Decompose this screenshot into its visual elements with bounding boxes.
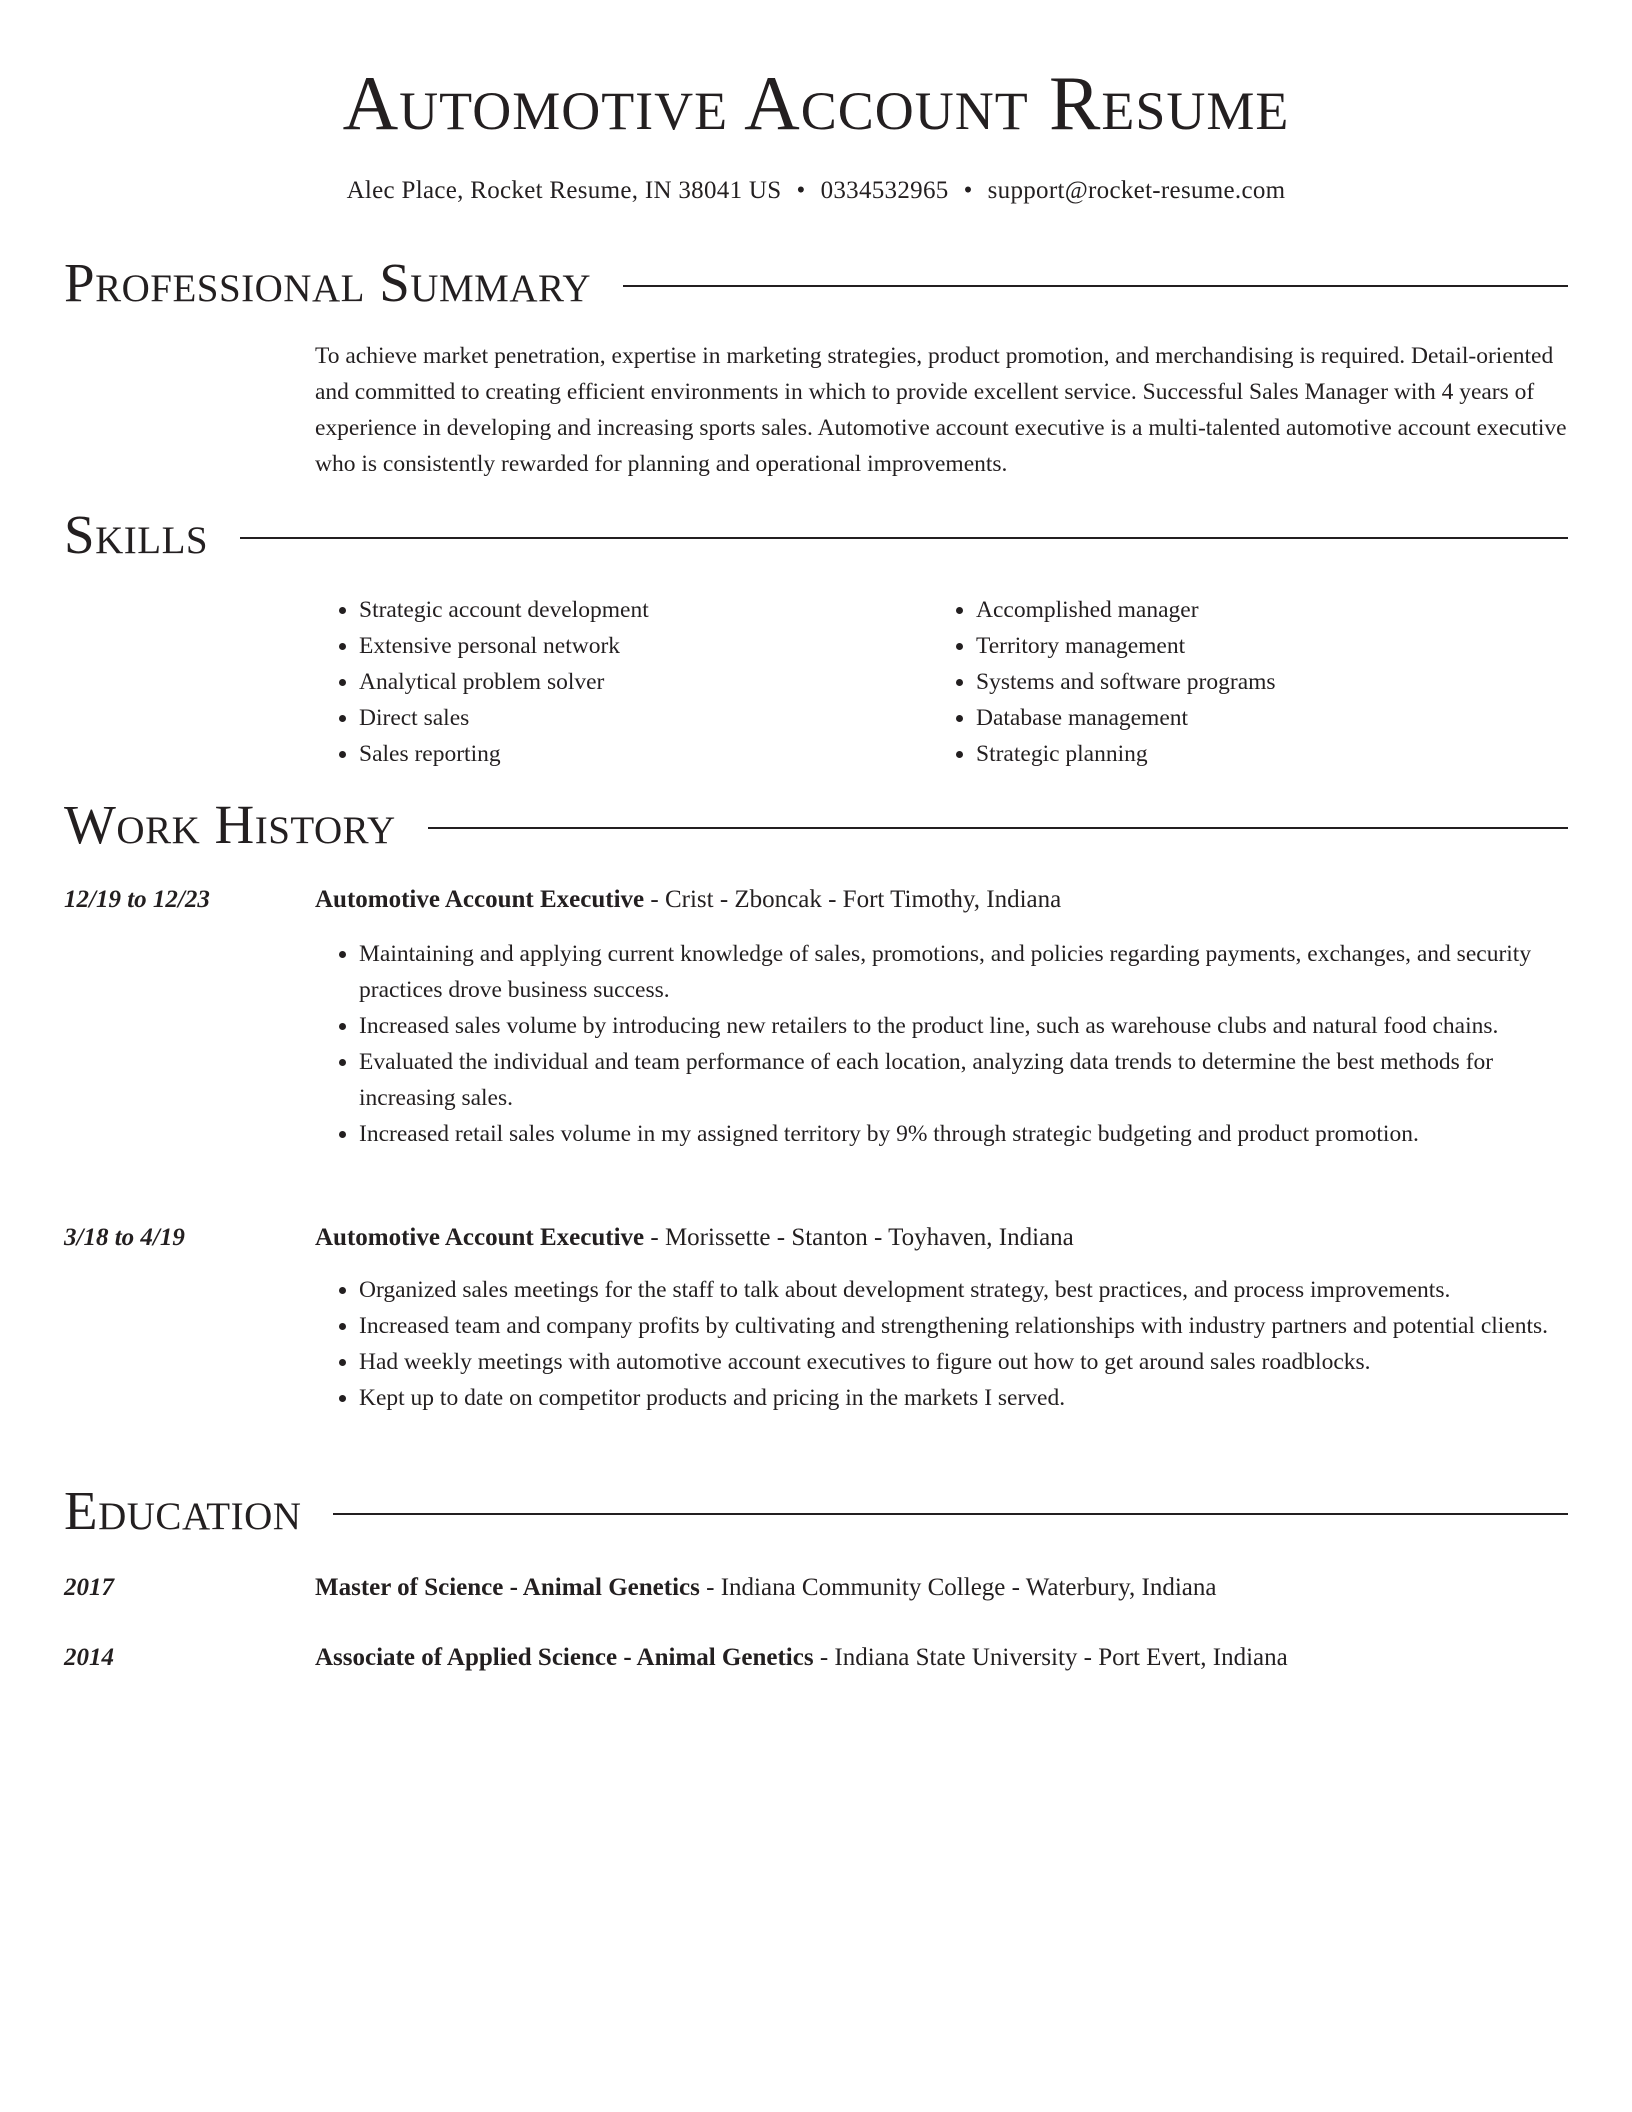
contact-line <box>0 174 1632 208</box>
education-year: 2017 <box>64 1574 114 1601</box>
job-bullet: • Increased sales volume by introducing new retailers to the product line, such as warehouse clubs and natural food chains. <box>359 1008 1568 1044</box>
job-heading <box>315 1220 1568 1256</box>
education-school: - Indiana Community College - Waterbury, Indiana <box>699 1574 1217 1601</box>
skill-item: • Database management <box>976 700 1532 736</box>
skill-item: • Territory management <box>976 628 1532 664</box>
contact-separator: • <box>796 177 806 204</box>
contact-phone: 0334532965 <box>820 177 949 204</box>
contact-email: support@rocket-resume.com <box>987 177 1286 204</box>
summary-heading: Professional Summary <box>64 252 592 313</box>
job-dates: 3/18 to 4/19 <box>64 1224 185 1251</box>
job-bullet: • Maintaining and applying current knowledge of sales, promotions, and policies regarding payments, exchanges, and security practices drove business success. <box>359 936 1568 1008</box>
skills-heading: Skills <box>64 504 209 565</box>
job-bullet: • Organized sales meetings for the staff to talk about development strategy, best practices, and process improvements. <box>359 1272 1568 1308</box>
skill-item: • Accomplished manager <box>976 592 1532 628</box>
education-entry <box>315 1570 1568 1606</box>
education-heading: Education <box>64 1480 302 1541</box>
section-divider <box>333 1513 1568 1515</box>
job-bullets <box>315 936 1568 1152</box>
section-divider <box>428 827 1568 829</box>
education-entry <box>315 1640 1568 1676</box>
job-bullet: • Had weekly meetings with automotive account executives to figure out how to get around sales roadblocks. <box>359 1344 1568 1380</box>
job-employer: - Morissette - Stanton - Toyhaven, Indiana <box>644 1224 1074 1251</box>
section-divider <box>623 285 1568 287</box>
section-divider <box>240 537 1568 539</box>
contact-address: Alec Place, Rocket Resume, IN 38041 US <box>346 177 782 204</box>
education-degree: Master of Science - Animal Genetics <box>315 1574 700 1601</box>
skills-column-left <box>315 592 915 772</box>
job-dates: 12/19 to 12/23 <box>64 886 210 913</box>
summary-text: To achieve market penetration, expertise in marketing strategies, product promotion, and merchandising is required. Detail-oriented and committed to creating efficient environments in which to provide excellent service. Successful Sales Manager with 4 years of experience in developing and increasing sports sales. Automotive account executive is a multi-talented automotive account executive who is consistently rewarded for planning and operational improvements. <box>315 343 1567 477</box>
skill-item: • Strategic account development <box>359 592 915 628</box>
education-school: - Indiana State University - Port Evert, Indiana <box>813 1644 1288 1671</box>
education-year: 2014 <box>64 1644 114 1671</box>
work-section-header <box>64 790 1568 860</box>
resume-title: Automotive Account Resume <box>342 60 1290 146</box>
job-title: Automotive Account Executive <box>315 1224 645 1251</box>
skill-item: • Sales reporting <box>359 736 915 772</box>
skills-column-right <box>932 592 1532 772</box>
contact-separator: • <box>963 177 973 204</box>
job-employer: - Crist - Zboncak - Fort Timothy, Indiana <box>644 886 1062 913</box>
work-heading: Work History <box>64 794 396 855</box>
education-section-header <box>64 1476 1568 1546</box>
job-bullet: • Increased team and company profits by cultivating and strengthening relationships with industry partners and potential clients. <box>359 1308 1568 1344</box>
skill-item: • Strategic planning <box>976 736 1532 772</box>
job-bullet: • Evaluated the individual and team performance of each location, analyzing data trends to determine the best methods for increasing sales. <box>359 1044 1568 1116</box>
job-bullet: • Kept up to date on competitor products and pricing in the markets I served. <box>359 1380 1568 1416</box>
job-bullets <box>315 1272 1568 1416</box>
skill-item: • Analytical problem solver <box>359 664 915 700</box>
summary-section-header <box>64 248 1568 318</box>
job-title: Automotive Account Executive <box>315 886 645 913</box>
skill-item: • Direct sales <box>359 700 915 736</box>
skill-item: • Extensive personal network <box>359 628 915 664</box>
skills-section-header <box>64 500 1568 570</box>
job-bullet: • Increased retail sales volume in my assigned territory by 9% through strategic budgeting and product promotion. <box>359 1116 1568 1152</box>
skill-item: • Systems and software programs <box>976 664 1532 700</box>
job-heading <box>315 882 1568 918</box>
education-degree: Associate of Applied Science - Animal Genetics <box>315 1644 814 1671</box>
